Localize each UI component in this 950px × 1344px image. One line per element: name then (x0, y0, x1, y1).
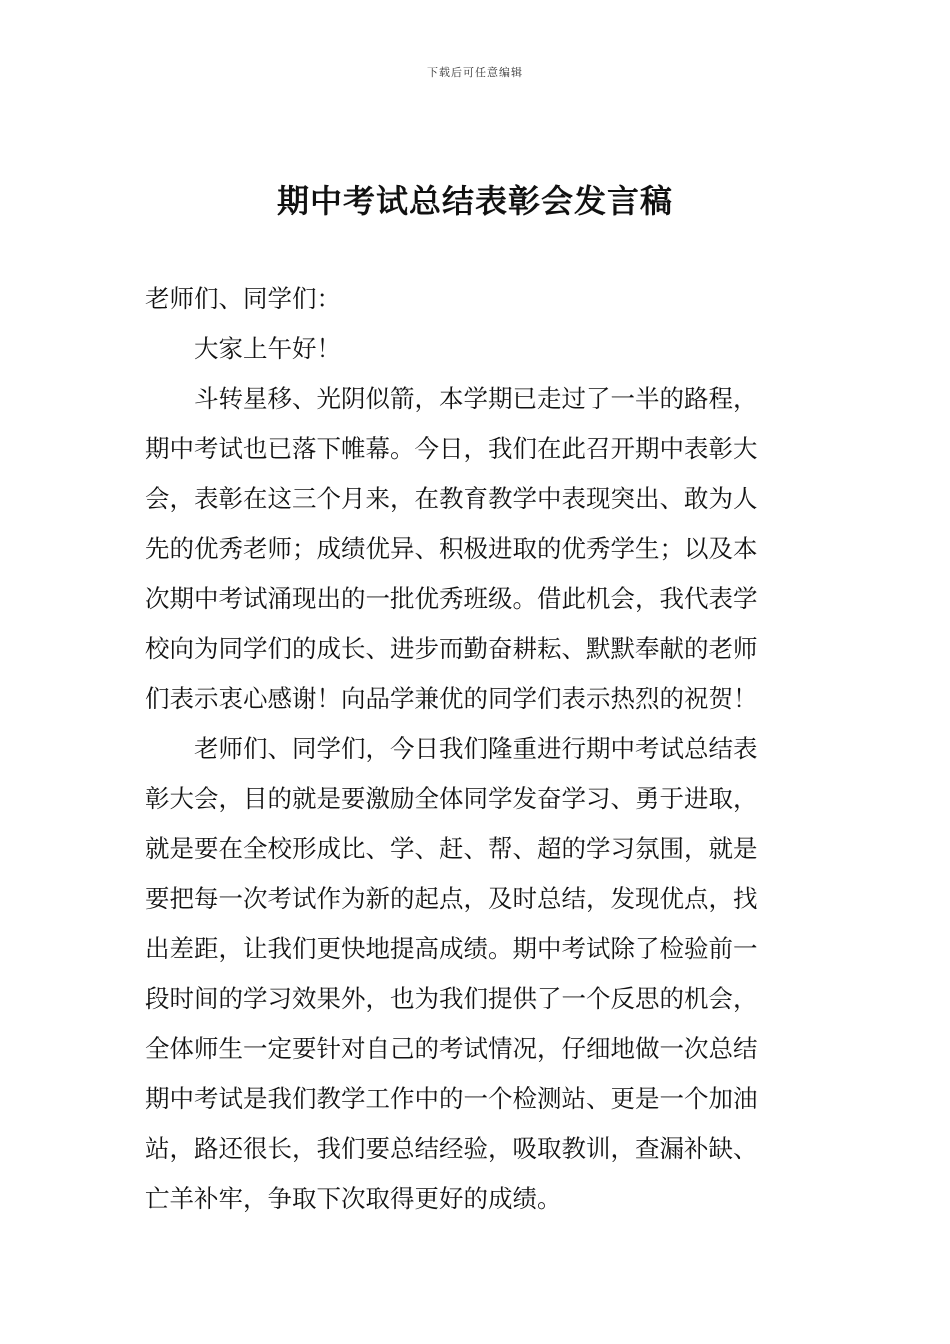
salutation-line: 大家上午好！ (194, 334, 341, 363)
paragraph-1-line: 校向为同学们的成长、进步而勤奋耕耘、默默奉献的老师 (145, 634, 758, 663)
document-title: 期中考试总结表彰会发言稿 (276, 182, 673, 220)
paragraph-2-line: 期中考试是我们教学工作中的一个检测站、更是一个加油 (145, 1084, 758, 1113)
paragraph-2-line: 全体师生一定要针对自己的考试情况，仔细地做一次总结 (145, 1034, 758, 1063)
paragraph-1-line: 先的优秀老师；成绩优异、积极进取的优秀学生；以及本 (145, 534, 758, 563)
paragraph-2-line: 出差距，让我们更快地提高成绩。期中考试除了检验前一 (145, 934, 758, 963)
paragraph-2-line: 站，路还很长，我们要总结经验，吸取教训，查漏补缺、 (145, 1134, 758, 1163)
paragraph-2-line: 老师们、同学们，今日我们隆重进行期中考试总结表 (194, 734, 758, 763)
greeting-line: 老师们、同学们： (145, 284, 341, 313)
paragraph-2-line: 要把每一次考试作为新的起点，及时总结，发现优点，找 (145, 884, 758, 913)
paragraph-1-line: 次期中考试涌现出的一批优秀班级。借此机会，我代表学 (145, 584, 758, 613)
paragraph-1-line: 们表示衷心感谢！向品学兼优的同学们表示热烈的祝贺！ (145, 684, 758, 713)
paragraph-1-line: 会，表彰在这三个月来，在教育教学中表现突出、敢为人 (145, 484, 758, 513)
paragraph-2-line: 段时间的学习效果外，也为我们提供了一个反思的机会， (145, 984, 758, 1013)
paragraph-1-line: 期中考试也已落下帷幕。今日，我们在此召开期中表彰大 (145, 434, 758, 463)
paragraph-1-line: 斗转星移、光阴似箭，本学期已走过了一半的路程， (194, 384, 758, 413)
paragraph-2-line: 亡羊补牢，争取下次取得更好的成绩。 (145, 1184, 562, 1213)
header-note: 下载后可任意编辑 (427, 66, 523, 79)
paragraph-2-line: 彰大会，目的就是要激励全体同学发奋学习、勇于进取， (145, 784, 758, 813)
paragraph-2-line: 就是要在全校形成比、学、赶、帮、超的学习氛围，就是 (145, 834, 758, 863)
